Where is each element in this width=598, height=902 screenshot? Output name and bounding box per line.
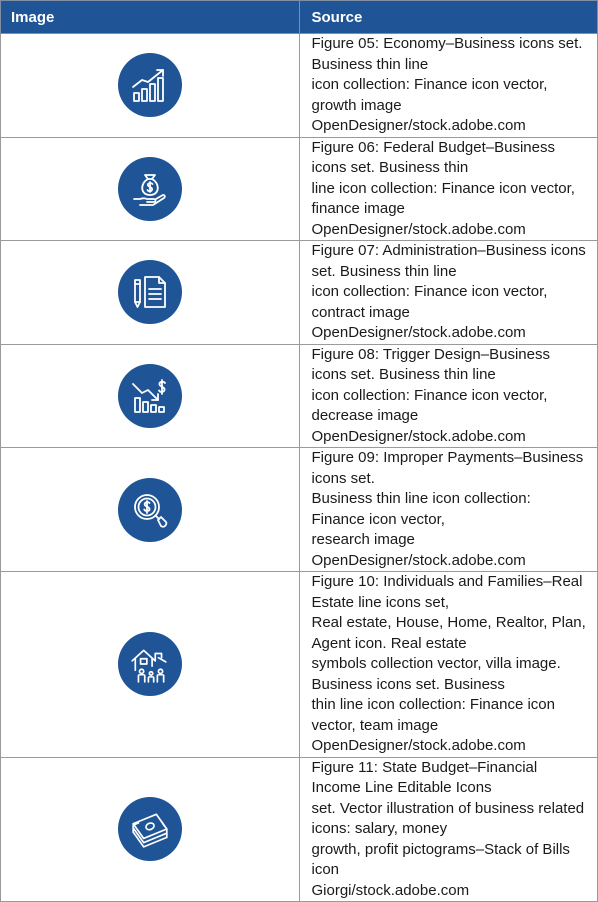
- source-column-header: Source: [299, 1, 598, 34]
- money-bag-hand-icon: [118, 157, 182, 221]
- image-cell: [1, 241, 300, 345]
- source-line: Figure 06: Federal Budget–Business icons set. Business thin: [311, 138, 555, 176]
- table-row: [1, 34, 598, 138]
- source-line: OpenDesigner/stock.adobe.com: [311, 117, 526, 134]
- source-line: Figure 05: Economy–Business icons set. Business thin line: [311, 35, 583, 73]
- source-line: thin line icon collection: Finance icon vector, team image: [311, 696, 555, 734]
- source-cell: [299, 757, 598, 902]
- image-cell: [1, 137, 300, 241]
- contract-pen-icon: [118, 260, 182, 324]
- source-line: Real estate, House, Home, Realtor, Plan, Agent icon. Real estate: [311, 614, 586, 652]
- source-line: OpenDesigner/stock.adobe.com: [311, 324, 526, 341]
- source-line: Giorgi/stock.adobe.com: [311, 881, 470, 899]
- source-cell: [299, 241, 598, 345]
- house-family-icon: [118, 632, 182, 696]
- source-line: OpenDesigner/stock.adobe.com: [311, 427, 526, 445]
- table-row: [1, 344, 598, 448]
- source-cell: [299, 137, 598, 241]
- source-cell: [299, 448, 598, 572]
- source-line: symbols collection vector, villa image. Business icons set. Business: [311, 655, 561, 693]
- image-cell: [1, 448, 300, 572]
- magnifier-dollar-icon: [118, 478, 182, 542]
- source-line: Business thin line icon collection: Finance icon vector,: [311, 490, 531, 528]
- source-line: set. Vector illustration of business related icons: salary, money: [311, 799, 585, 837]
- source-line: growth, profit pictograms–Stack of Bills icon: [311, 840, 570, 878]
- source-line: OpenDesigner/stock.adobe.com: [311, 220, 526, 238]
- source-line: OpenDesigner/stock.adobe.com: [311, 737, 526, 754]
- source-line: OpenDesigner/stock.adobe.com: [311, 551, 526, 569]
- image-cell: [1, 344, 300, 448]
- table-row: [1, 137, 598, 241]
- source-cell: [299, 344, 598, 448]
- table-row: [1, 572, 598, 758]
- source-line: Figure 11: State Budget–Financial Income Line Editable Icons: [311, 758, 538, 796]
- stack-of-bills-icon: [118, 797, 182, 861]
- source-cell: [299, 572, 598, 758]
- table-row: [1, 757, 598, 902]
- image-cell: [1, 34, 300, 138]
- growth-chart-icon: [118, 53, 182, 117]
- image-column-header: Image: [1, 1, 300, 34]
- source-line: Figure 09: Improper Payments–Business icons set.: [311, 449, 584, 487]
- table-row: [1, 448, 598, 572]
- source-line: icon collection: Finance icon vector, contract image: [311, 283, 548, 321]
- source-line: line icon collection: Finance icon vector, finance image: [311, 179, 575, 217]
- source-line: icon collection: Finance icon vector, decrease image: [311, 386, 548, 424]
- source-line: research image: [311, 531, 415, 548]
- table-row: [1, 241, 598, 345]
- image-cell: [1, 757, 300, 902]
- source-cell: [299, 34, 598, 138]
- source-line: icon collection: Finance icon vector, growth image: [311, 76, 548, 114]
- source-line: Figure 10: Individuals and Families–Real Estate line icons set,: [311, 573, 583, 611]
- source-line: Figure 08: Trigger Design–Business icons set. Business thin line: [311, 345, 550, 383]
- image-cell: [1, 572, 300, 758]
- decrease-chart-icon: [118, 364, 182, 428]
- table-header-row: [1, 1, 598, 34]
- source-line: Figure 07: Administration–Business icons set. Business thin line: [311, 242, 586, 280]
